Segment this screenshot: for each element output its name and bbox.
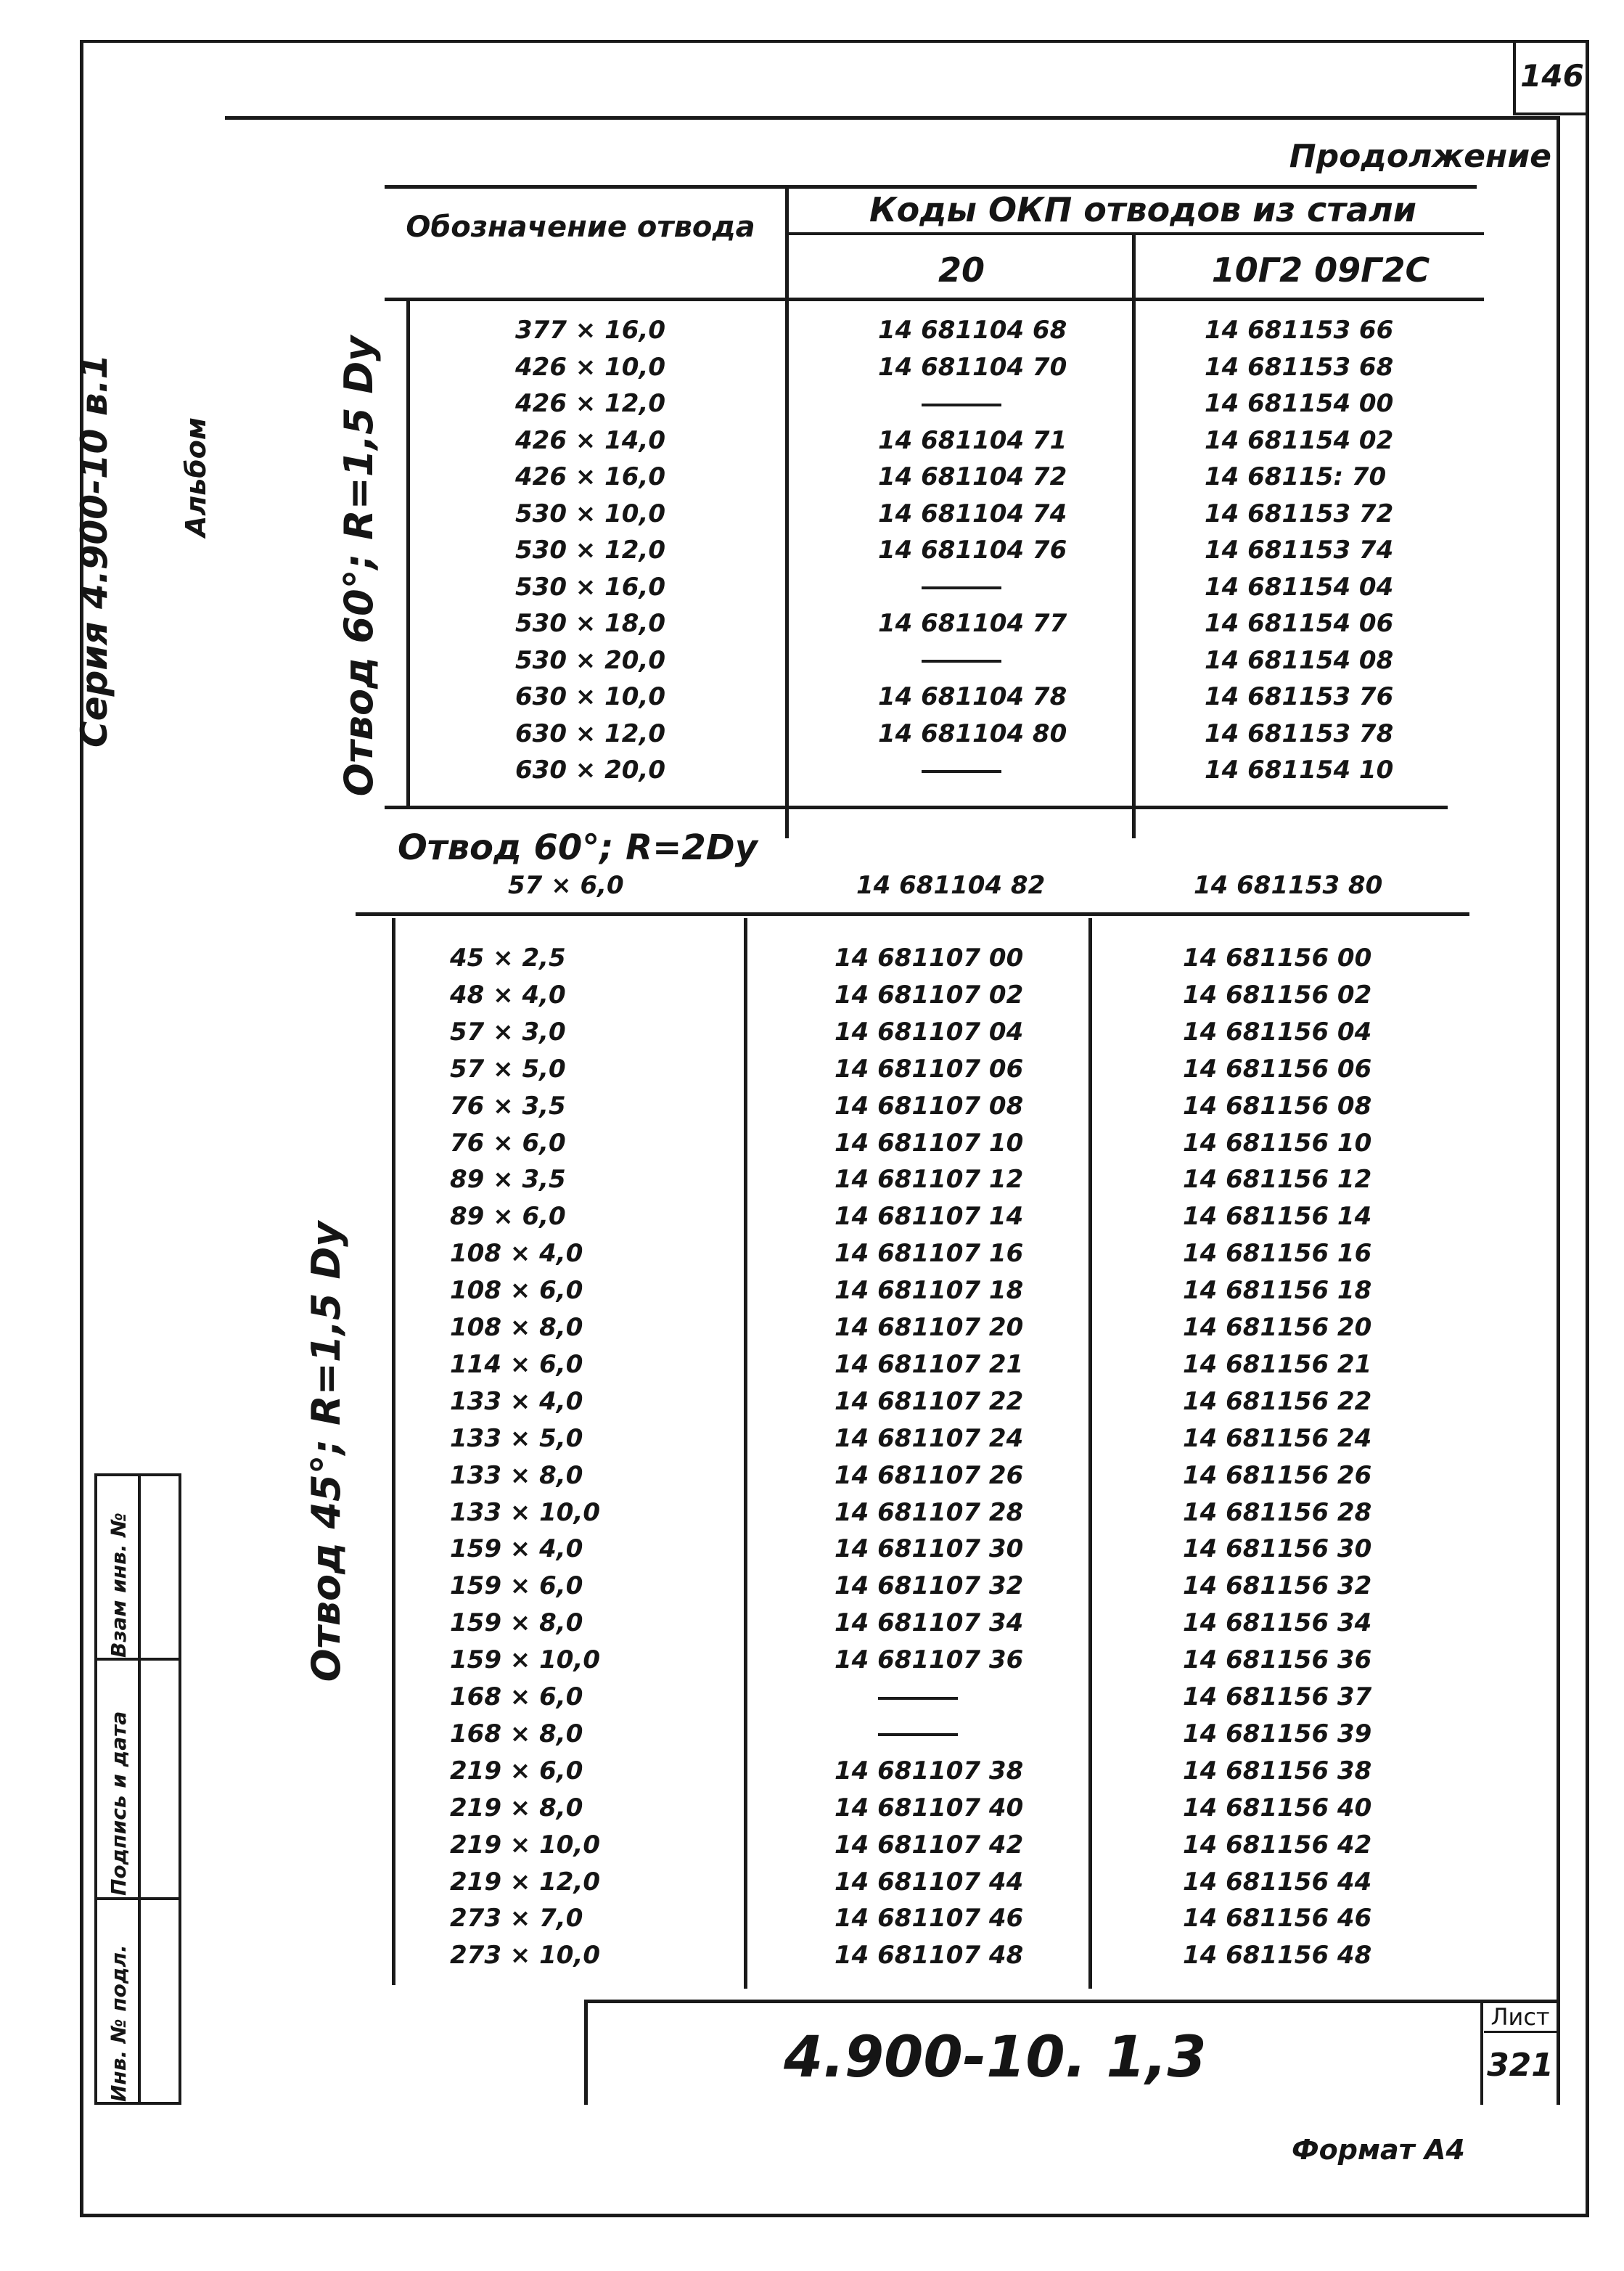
steel-20-code-cell: 14 681107 28 <box>834 1497 1024 1527</box>
steel-20-code-cell: 14 681104 77 <box>878 609 1067 638</box>
steel-10g2-code-cell: 14 681156 48 <box>1183 1941 1372 1971</box>
steel-20-code-cell: 14 681107 22 <box>834 1386 1024 1416</box>
steel-20-code-cell: 14 681107 14 <box>834 1202 1024 1232</box>
designation-cell: 108 × 8,0 <box>450 1313 583 1342</box>
steel-10g2-code-cell: 14 681156 12 <box>1183 1165 1372 1195</box>
steel-20-code-cell <box>878 642 1154 679</box>
designation-cell: 57 × 5,0 <box>450 1054 566 1084</box>
no-code-dash <box>878 1697 958 1700</box>
steel-20-code-cell: 14 681107 26 <box>834 1460 1024 1490</box>
designation-cell: 530 × 18,0 <box>515 609 666 638</box>
steel-20-code-cell: 14 681107 32 <box>834 1571 1024 1601</box>
designation-cell: 89 × 6,0 <box>450 1202 566 1232</box>
group1-bottom-line <box>385 806 1448 809</box>
steel-20-code-cell: 14 681107 44 <box>834 1867 1024 1896</box>
steel-20-code-cell: 14 681107 42 <box>834 1830 1024 1859</box>
group2-label: Отвод 60°; R=2Dy <box>398 827 758 868</box>
steel-10g2-code-cell: 14 681154 08 <box>1205 645 1394 675</box>
designation-cell: 219 × 8,0 <box>450 1793 583 1822</box>
group3-left-rule <box>392 918 395 1985</box>
designation-cell: 159 × 8,0 <box>450 1608 583 1638</box>
sheet-label: Лист <box>1484 2003 1557 2033</box>
designation-cell: 219 × 6,0 <box>450 1756 583 1785</box>
steel-20-code-cell <box>834 1716 1110 1752</box>
steel-10g2-code-cell: 14 681156 06 <box>1183 1054 1372 1084</box>
designation-cell: 630 × 12,0 <box>515 719 666 748</box>
designation-cell: 168 × 6,0 <box>450 1682 583 1711</box>
no-code-dash <box>922 770 1001 773</box>
steel-10g2-code-cell: 14 681156 16 <box>1183 1239 1372 1269</box>
designation-cell: 159 × 10,0 <box>450 1645 601 1675</box>
steel-10g2-code-cell: 14 681154 10 <box>1205 756 1394 785</box>
steel-10g2-code-cell: 14 681154 02 <box>1205 425 1394 455</box>
document-code: 4.900-10. 1,3 <box>784 2025 1207 2090</box>
steel-20-code-cell: 14 681107 24 <box>834 1423 1024 1453</box>
page-number: 146 <box>1513 40 1588 115</box>
codes-header: Коды ОКП отводов из стали <box>869 190 1416 229</box>
designation-cell: 530 × 12,0 <box>515 536 666 565</box>
steel-20-code-cell: 14 681104 82 <box>856 871 1046 900</box>
steel-10g2-code-cell: 14 681153 72 <box>1205 499 1394 528</box>
side-stamp-2: Подпись и дата <box>107 1711 131 1896</box>
steel-10g2-code-cell: 14 681156 32 <box>1183 1571 1372 1601</box>
designation-cell: 57 × 6,0 <box>508 871 624 900</box>
designation-cell: 45 × 2,5 <box>450 944 566 973</box>
steel-10g2-code-cell: 14 681153 80 <box>1194 871 1383 900</box>
steel-10g2-code-cell: 14 681156 18 <box>1183 1276 1372 1306</box>
steel-20-code-cell: 14 681107 16 <box>834 1239 1024 1269</box>
designation-cell: 219 × 10,0 <box>450 1830 601 1859</box>
group3-label: Отвод 45°; R=1,5 Dy <box>303 1221 349 1682</box>
steel-20-code-cell: 14 681104 76 <box>878 536 1067 565</box>
steel-20-code-cell <box>878 569 1154 605</box>
format-label: Формат А4 <box>1292 2134 1465 2166</box>
steel-10g2-header: 10Г2 09Г2С <box>1211 250 1430 290</box>
col-sep-1-lower <box>744 918 747 1989</box>
side-stamp-3: Взам инв. № <box>107 1513 131 1658</box>
col-sep-1-upper <box>785 185 789 838</box>
steel-20-code-cell: 14 681107 38 <box>834 1756 1024 1785</box>
album-label: Альбом <box>180 417 212 537</box>
steel-10g2-code-cell: 14 681156 26 <box>1183 1460 1372 1490</box>
steel-10g2-code-cell: 14 681156 36 <box>1183 1645 1372 1675</box>
no-code-dash <box>922 586 1001 589</box>
steel-10g2-code-cell: 14 681156 00 <box>1183 944 1372 973</box>
designation-cell: 108 × 6,0 <box>450 1276 583 1306</box>
steel-10g2-code-cell: 14 681156 10 <box>1183 1128 1372 1158</box>
steel-20-code-cell: 14 681107 36 <box>834 1645 1024 1675</box>
steel-10g2-code-cell: 14 681156 40 <box>1183 1793 1372 1822</box>
designation-cell: 630 × 20,0 <box>515 756 666 785</box>
designation-cell: 426 × 16,0 <box>515 462 666 491</box>
steel-20-code-cell: 14 681104 72 <box>878 462 1067 491</box>
header-top-line <box>385 185 1477 189</box>
steel-20-code-cell <box>878 752 1154 788</box>
steel-10g2-code-cell: 14 681156 22 <box>1183 1386 1372 1416</box>
steel-10g2-code-cell: 14 681156 24 <box>1183 1423 1372 1453</box>
steel-20-code-cell: 14 681104 80 <box>878 719 1067 748</box>
steel-20-code-cell: 14 681107 46 <box>834 1904 1024 1934</box>
designation-cell: 273 × 10,0 <box>450 1941 601 1971</box>
steel-20-code-cell: 14 681104 78 <box>878 682 1067 711</box>
steel-10g2-code-cell: 14 681156 38 <box>1183 1756 1372 1785</box>
designation-cell: 168 × 8,0 <box>450 1719 583 1748</box>
series-label: Серия 4.900-10 в.1 <box>73 353 115 748</box>
steel-20-code-cell: 14 681107 02 <box>834 980 1024 1010</box>
steel-20-code-cell: 14 681107 00 <box>834 944 1024 973</box>
designation-cell: 530 × 16,0 <box>515 572 666 602</box>
designation-cell: 133 × 10,0 <box>450 1497 601 1527</box>
designation-cell: 108 × 4,0 <box>450 1239 583 1269</box>
continuation-label: Продолжение <box>1289 138 1551 175</box>
steel-10g2-code-cell: 14 681153 66 <box>1205 316 1394 345</box>
steel-20-code-cell <box>834 1679 1110 1715</box>
no-code-dash <box>878 1733 958 1736</box>
designation-cell: 76 × 6,0 <box>450 1128 566 1158</box>
designation-cell: 57 × 3,0 <box>450 1017 566 1047</box>
designation-cell: 530 × 20,0 <box>515 645 666 675</box>
steel-10g2-code-cell: 14 681154 06 <box>1205 609 1394 638</box>
steel-20-code-cell: 14 681107 34 <box>834 1608 1024 1638</box>
steel-20-code-cell: 14 681107 04 <box>834 1017 1024 1047</box>
designation-cell: 630 × 10,0 <box>515 682 666 711</box>
steel-10g2-code-cell: 14 681153 74 <box>1205 536 1394 565</box>
steel-10g2-code-cell: 14 68115: 70 <box>1205 462 1387 491</box>
steel-10g2-code-cell: 14 681156 42 <box>1183 1830 1372 1859</box>
group2-bottom-line <box>356 912 1469 916</box>
steel-10g2-code-cell: 14 681156 44 <box>1183 1867 1372 1896</box>
steel-10g2-code-cell: 14 681153 78 <box>1205 719 1394 748</box>
designation-cell: 159 × 4,0 <box>450 1534 583 1564</box>
steel-10g2-code-cell: 14 681156 08 <box>1183 1091 1372 1121</box>
steel-20-code-cell: 14 681107 06 <box>834 1054 1024 1084</box>
steel-20-code-cell: 14 681107 18 <box>834 1276 1024 1306</box>
steel-10g2-code-cell: 14 681153 76 <box>1205 682 1394 711</box>
designation-cell: 426 × 14,0 <box>515 425 666 455</box>
steel-10g2-code-cell: 14 681156 30 <box>1183 1534 1372 1564</box>
steel-10g2-code-cell: 14 681153 68 <box>1205 352 1394 382</box>
designation-cell: 426 × 12,0 <box>515 389 666 418</box>
header-sub-line <box>787 232 1484 235</box>
steel-10g2-code-cell: 14 681156 14 <box>1183 1202 1372 1232</box>
steel-10g2-code-cell: 14 681156 46 <box>1183 1904 1372 1934</box>
steel-10g2-code-cell: 14 681156 37 <box>1183 1682 1372 1711</box>
designation-cell: 377 × 16,0 <box>515 316 666 345</box>
steel-10g2-code-cell: 14 681154 00 <box>1205 389 1394 418</box>
steel-10g2-code-cell: 14 681156 04 <box>1183 1017 1372 1047</box>
side-stamp-1: Инв. № подл. <box>107 1944 131 2102</box>
steel-10g2-code-cell: 14 681156 39 <box>1183 1719 1372 1748</box>
header-bottom-line <box>385 298 1484 301</box>
designation-cell: 89 × 3,5 <box>450 1165 566 1195</box>
steel-20-code-cell: 14 681107 30 <box>834 1534 1024 1564</box>
steel-20-code-cell: 14 681107 20 <box>834 1313 1024 1342</box>
steel-20-header: 20 <box>938 250 985 290</box>
steel-20-code-cell: 14 681107 40 <box>834 1793 1024 1822</box>
designation-cell: 133 × 4,0 <box>450 1386 583 1416</box>
steel-10g2-code-cell: 14 681156 34 <box>1183 1608 1372 1638</box>
designation-cell: 426 × 10,0 <box>515 352 666 382</box>
designation-cell: 219 × 12,0 <box>450 1867 601 1896</box>
steel-20-code-cell: 14 681107 10 <box>834 1128 1024 1158</box>
steel-10g2-code-cell: 14 681156 02 <box>1183 980 1372 1010</box>
designation-cell: 133 × 8,0 <box>450 1460 583 1490</box>
steel-20-code-cell: 14 681107 21 <box>834 1349 1024 1379</box>
designation-cell: 133 × 5,0 <box>450 1423 583 1453</box>
designation-header: Обозначение отвода <box>406 210 755 244</box>
steel-10g2-code-cell: 14 681154 04 <box>1205 572 1394 602</box>
steel-20-code-cell: 14 681107 08 <box>834 1091 1024 1121</box>
steel-10g2-code-cell: 14 681156 28 <box>1183 1497 1372 1527</box>
designation-cell: 159 × 6,0 <box>450 1571 583 1601</box>
no-code-dash <box>922 660 1001 663</box>
designation-cell: 76 × 3,5 <box>450 1091 566 1121</box>
steel-20-code-cell: 14 681104 74 <box>878 499 1067 528</box>
steel-20-code-cell: 14 681104 70 <box>878 352 1067 382</box>
side-stamp-table <box>94 1473 181 2105</box>
steel-20-code-cell: 14 681107 12 <box>834 1165 1024 1195</box>
group1-label: Отвод 60°; R=1,5 Dy <box>336 335 382 797</box>
group1-left-rule <box>406 298 410 806</box>
steel-20-code-cell: 14 681107 48 <box>834 1941 1024 1971</box>
steel-10g2-code-cell: 14 681156 21 <box>1183 1349 1372 1379</box>
sheet-number: 321 <box>1487 2047 1554 2084</box>
designation-cell: 530 × 10,0 <box>515 499 666 528</box>
steel-20-code-cell: 14 681104 68 <box>878 316 1067 345</box>
designation-cell: 273 × 7,0 <box>450 1904 583 1934</box>
designation-cell: 114 × 6,0 <box>450 1349 583 1379</box>
steel-20-code-cell: 14 681104 71 <box>878 425 1067 455</box>
no-code-dash <box>922 404 1001 406</box>
designation-cell: 48 × 4,0 <box>450 980 566 1010</box>
steel-20-code-cell <box>878 385 1154 422</box>
steel-10g2-code-cell: 14 681156 20 <box>1183 1313 1372 1342</box>
